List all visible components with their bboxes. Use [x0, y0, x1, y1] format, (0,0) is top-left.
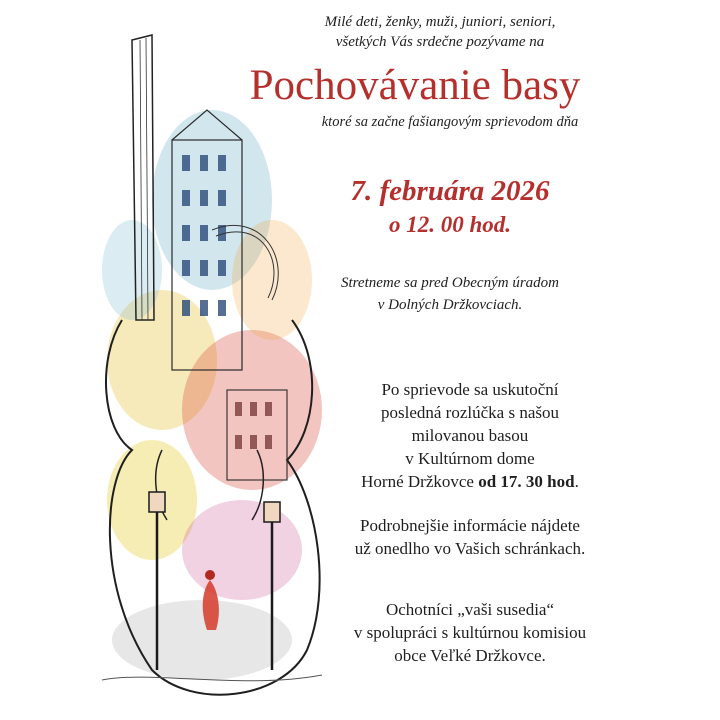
after-line-5-time: od 17. 30 hod [478, 472, 575, 491]
meeting-point [300, 272, 600, 316]
intro-line-1: Milé deti, ženky, muži, juniori, seniori, [324, 14, 556, 30]
after-line-5-prefix: Horné Držkovce [361, 472, 479, 491]
after-parade-info [300, 378, 640, 493]
intro-line-2: všetkých Vás srdečne pozývame na [335, 34, 545, 50]
org-line-3: obce Veľké Držkovce. [394, 646, 546, 665]
after-line-3: milovanou basou [411, 426, 529, 445]
org-line-2: v spolupráci s kultúrnou komisiou [353, 623, 587, 642]
intro-text [250, 12, 630, 52]
meeting-line-1: Stretneme sa pred Obecným úradom [340, 275, 559, 291]
after-line-4: v Kultúrnom dome [405, 449, 535, 468]
after-line-2: posledná rozlúčka s našou [381, 403, 559, 422]
more-line-1: Podrobnejšie informácie nájdete [360, 516, 580, 535]
more-info [300, 514, 640, 560]
event-date: 7. februára 2026 [350, 175, 550, 207]
event-subtitle: ktoré sa začne fašiangovým sprievodom dňa [321, 114, 579, 130]
meeting-line-2: v Dolných Držkovciach. [377, 297, 523, 313]
more-line-2: už onedlho vo Vašich schránkach. [354, 539, 586, 558]
event-time: o 12. 00 hod. [388, 212, 512, 237]
violin-city-illustration [92, 30, 332, 720]
after-line-5-suffix: . [574, 472, 579, 491]
org-line-1: Ochotníci „vaši susedia“ [385, 600, 555, 619]
event-title: Pochovávanie basy [249, 62, 581, 109]
after-line-1: Po sprievode sa uskutoční [381, 380, 559, 399]
organizers [300, 598, 640, 667]
after-line-5 [300, 470, 640, 493]
